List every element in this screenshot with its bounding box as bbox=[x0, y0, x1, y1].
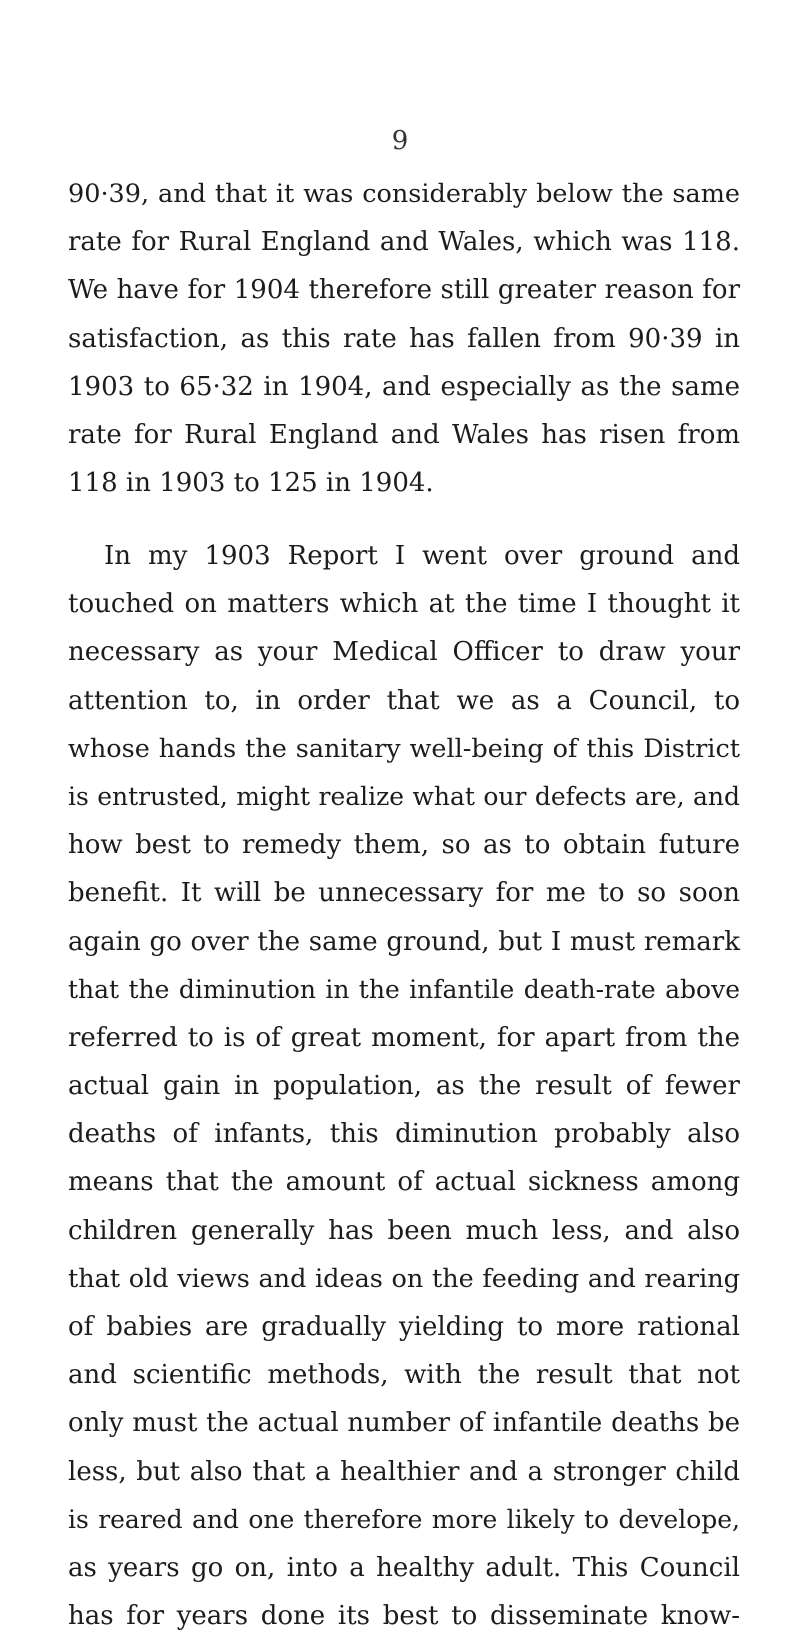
text-line: is reared and one therefore more likely to develope, bbox=[68, 1504, 740, 1534]
text-line: 90·39, and that it was considerably below the same bbox=[68, 179, 740, 209]
text-line: of babies are gradually yielding to more rational bbox=[68, 1312, 740, 1342]
text-line: and scientific methods, with the result that not bbox=[68, 1360, 740, 1391]
text-line: 118 in 1903 to 125 in 1904. bbox=[68, 468, 434, 499]
text-line: actual gain in population, as the result of fewer bbox=[68, 1071, 740, 1102]
text-line: means that the amount of actual sickness among bbox=[68, 1167, 740, 1198]
text-line: necessary as your Medical Officer to draw your bbox=[68, 637, 740, 668]
text-line: less, but also that a healthier and a stronger child bbox=[68, 1456, 740, 1487]
text-line: benefit. It will be unnecessary for me to so soon bbox=[68, 878, 740, 909]
text-line: whose hands the sanitary well-being of this District bbox=[68, 733, 740, 764]
text-line: has for years done its best to disseminate know- bbox=[68, 1601, 740, 1632]
text-line: attention to, in order that we as a Council, to bbox=[68, 685, 740, 716]
text-line: children generally has been much less, and also bbox=[68, 1215, 740, 1246]
text-line: that the diminution in the infantile death-rate above bbox=[68, 974, 740, 1004]
text-line: In my 1903 Report I went over ground and bbox=[104, 541, 740, 571]
text-line: satisfaction, as this rate has fallen from 90·39 in bbox=[68, 323, 740, 354]
paragraph-1 bbox=[68, 170, 740, 507]
text-line: deaths of infants, this diminution probably also bbox=[68, 1119, 740, 1150]
paragraph-2 bbox=[68, 532, 740, 1640]
text-line: only must the actual number of infantile deaths be bbox=[68, 1408, 740, 1439]
text-line: again go over the same ground, but I must remark bbox=[68, 926, 740, 957]
text-line: is entrusted, might realize what our defects are, and bbox=[68, 781, 740, 811]
text-line: referred to is of great moment, for apart from the bbox=[68, 1022, 740, 1053]
text-line: rate for Rural England and Wales has risen from bbox=[68, 419, 740, 450]
text-line: 1903 to 65·32 in 1904, and especially as the same bbox=[68, 371, 740, 402]
text-line: rate for Rural England and Wales, which was 118. bbox=[68, 227, 740, 258]
text-line: as years go on, into a healthy adult. This Council bbox=[68, 1552, 740, 1583]
text-line: how best to remedy them, so as to obtain future bbox=[68, 830, 740, 861]
page-number: 9 bbox=[391, 126, 409, 156]
text-line: that old views and ideas on the feeding and rearing bbox=[68, 1263, 740, 1294]
text-line: We have for 1904 therefore still greater reason for bbox=[68, 275, 740, 306]
text-line: touched on matters which at the time I thought it bbox=[68, 589, 740, 620]
